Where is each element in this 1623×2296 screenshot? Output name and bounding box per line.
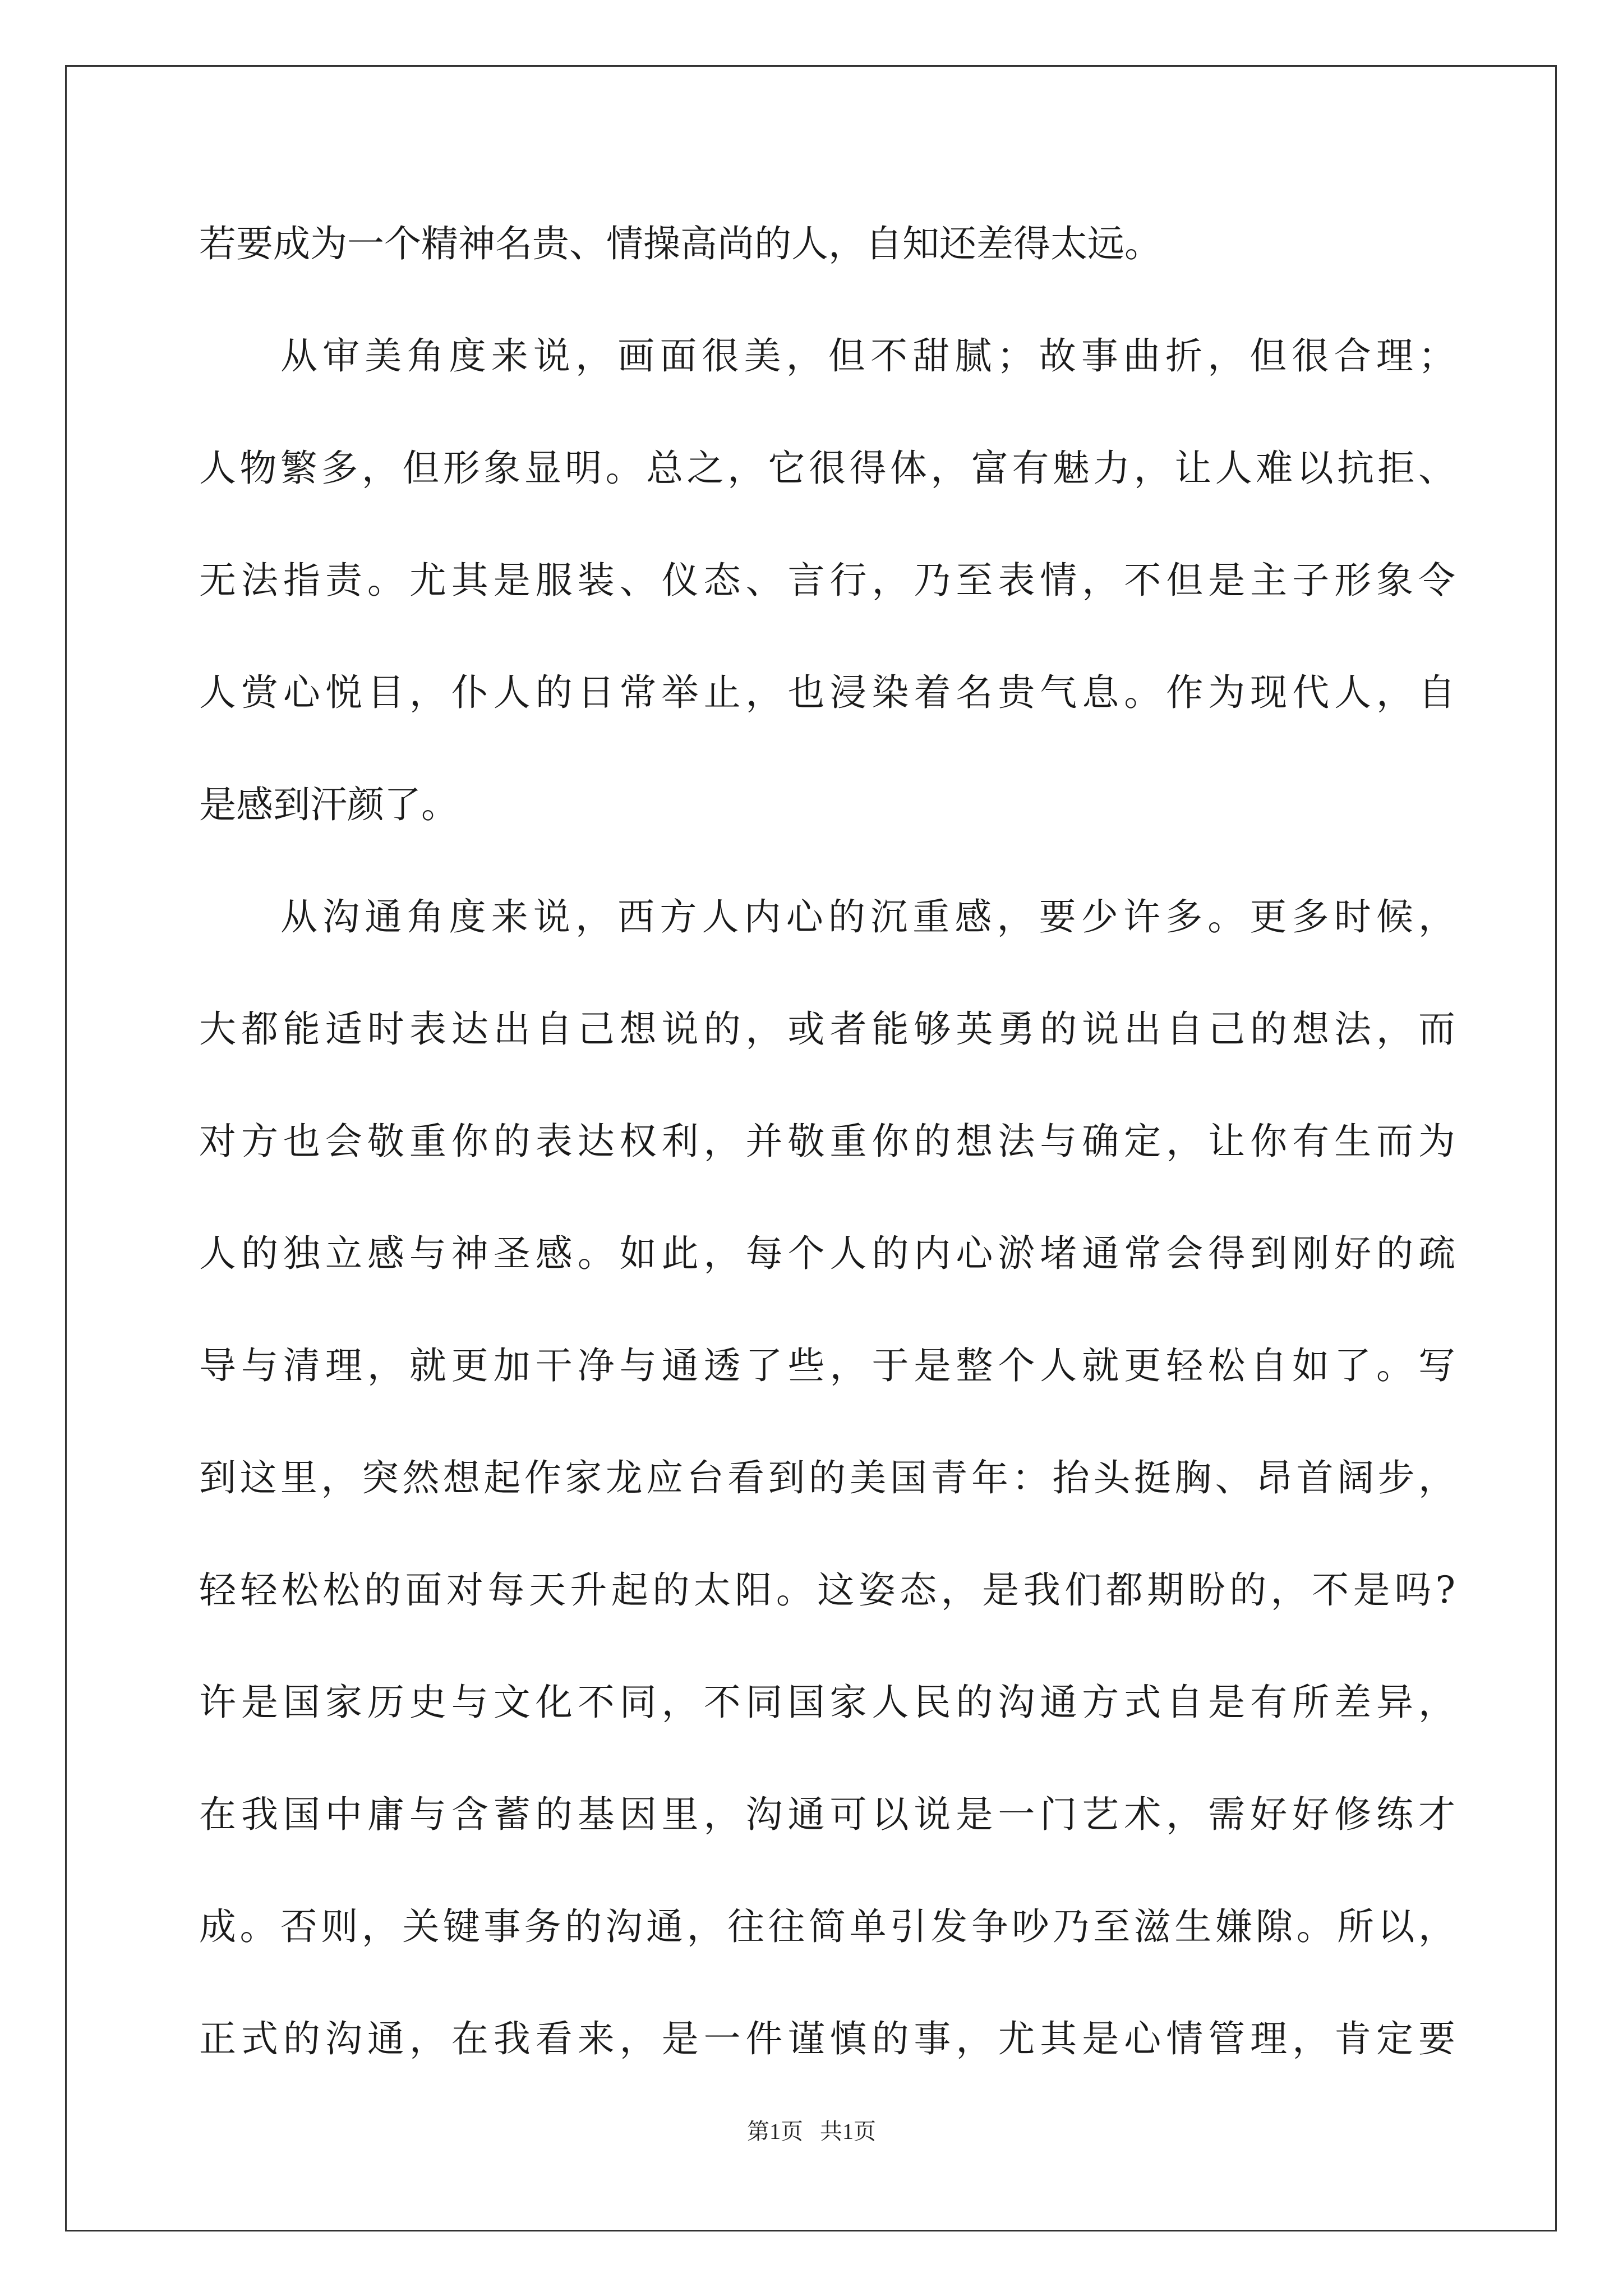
paragraph-start-line: 从沟通角度来说，西方人内心的沉重感，要少许多。更多时候， (280, 895, 1455, 938)
text-line: 轻轻松松的面对每天升起的太阳。这姿态，是我们都期盼的，不是吗? (199, 1568, 1455, 1612)
text-line: 是感到汗颜了。 (199, 783, 458, 826)
text-line: 许是国家历史与文化不同，不同国家人民的沟通方式自是有所差异， (199, 1681, 1455, 1724)
text-line: 导与清理，就更加干净与通透了些，于是整个人就更轻松自如了。写 (199, 1344, 1455, 1387)
text-line: 对方也会敬重你的表达权利，并敬重你的想法与确定，让你有生而为 (199, 1120, 1455, 1163)
text-line: 人的独立感与神圣感。如此，每个人的内心淤堵通常会得到刚好的疏 (199, 1232, 1455, 1275)
paragraph-start-line: 从审美角度来说，画面很美，但不甜腻；故事曲折，但很合理； (280, 334, 1455, 378)
page-number-footer: 第1页 共1页 (747, 2119, 876, 2144)
text-line: 在我国中庸与含蓄的基因里，沟通可以说是一门艺术，需好好修练才 (199, 1793, 1455, 1836)
text-line: 正式的沟通，在我看来，是一件谨慎的事，尤其是心情管理，肯定要 (199, 2017, 1455, 2060)
text-line: 人物繁多，但形象显明。总之，它很得体，富有魅力，让人难以抗拒、 (199, 447, 1455, 490)
text-line: 成。否则，关键事务的沟通，往往简单引发争吵乃至滋生嫌隙。所以， (199, 1905, 1455, 1948)
text-line: 到这里，突然想起作家龙应台看到的美国青年：抬头挺胸、昂首阔步， (199, 1456, 1455, 1499)
text-line: 大都能适时表达出自己想说的，或者能够英勇的说出自己的想法，而 (199, 1007, 1455, 1051)
text-line: 无法指责。尤其是服装、仪态、言行，乃至表情，不但是主子形象令 (199, 559, 1455, 602)
text-line: 若要成为一个精神名贵、情操高尚的人，自知还差得太远。 (199, 222, 1161, 265)
text-line: 人赏心悦目，仆人的日常举止，也浸染着名贵气息。作为现代人，自 (199, 671, 1455, 714)
